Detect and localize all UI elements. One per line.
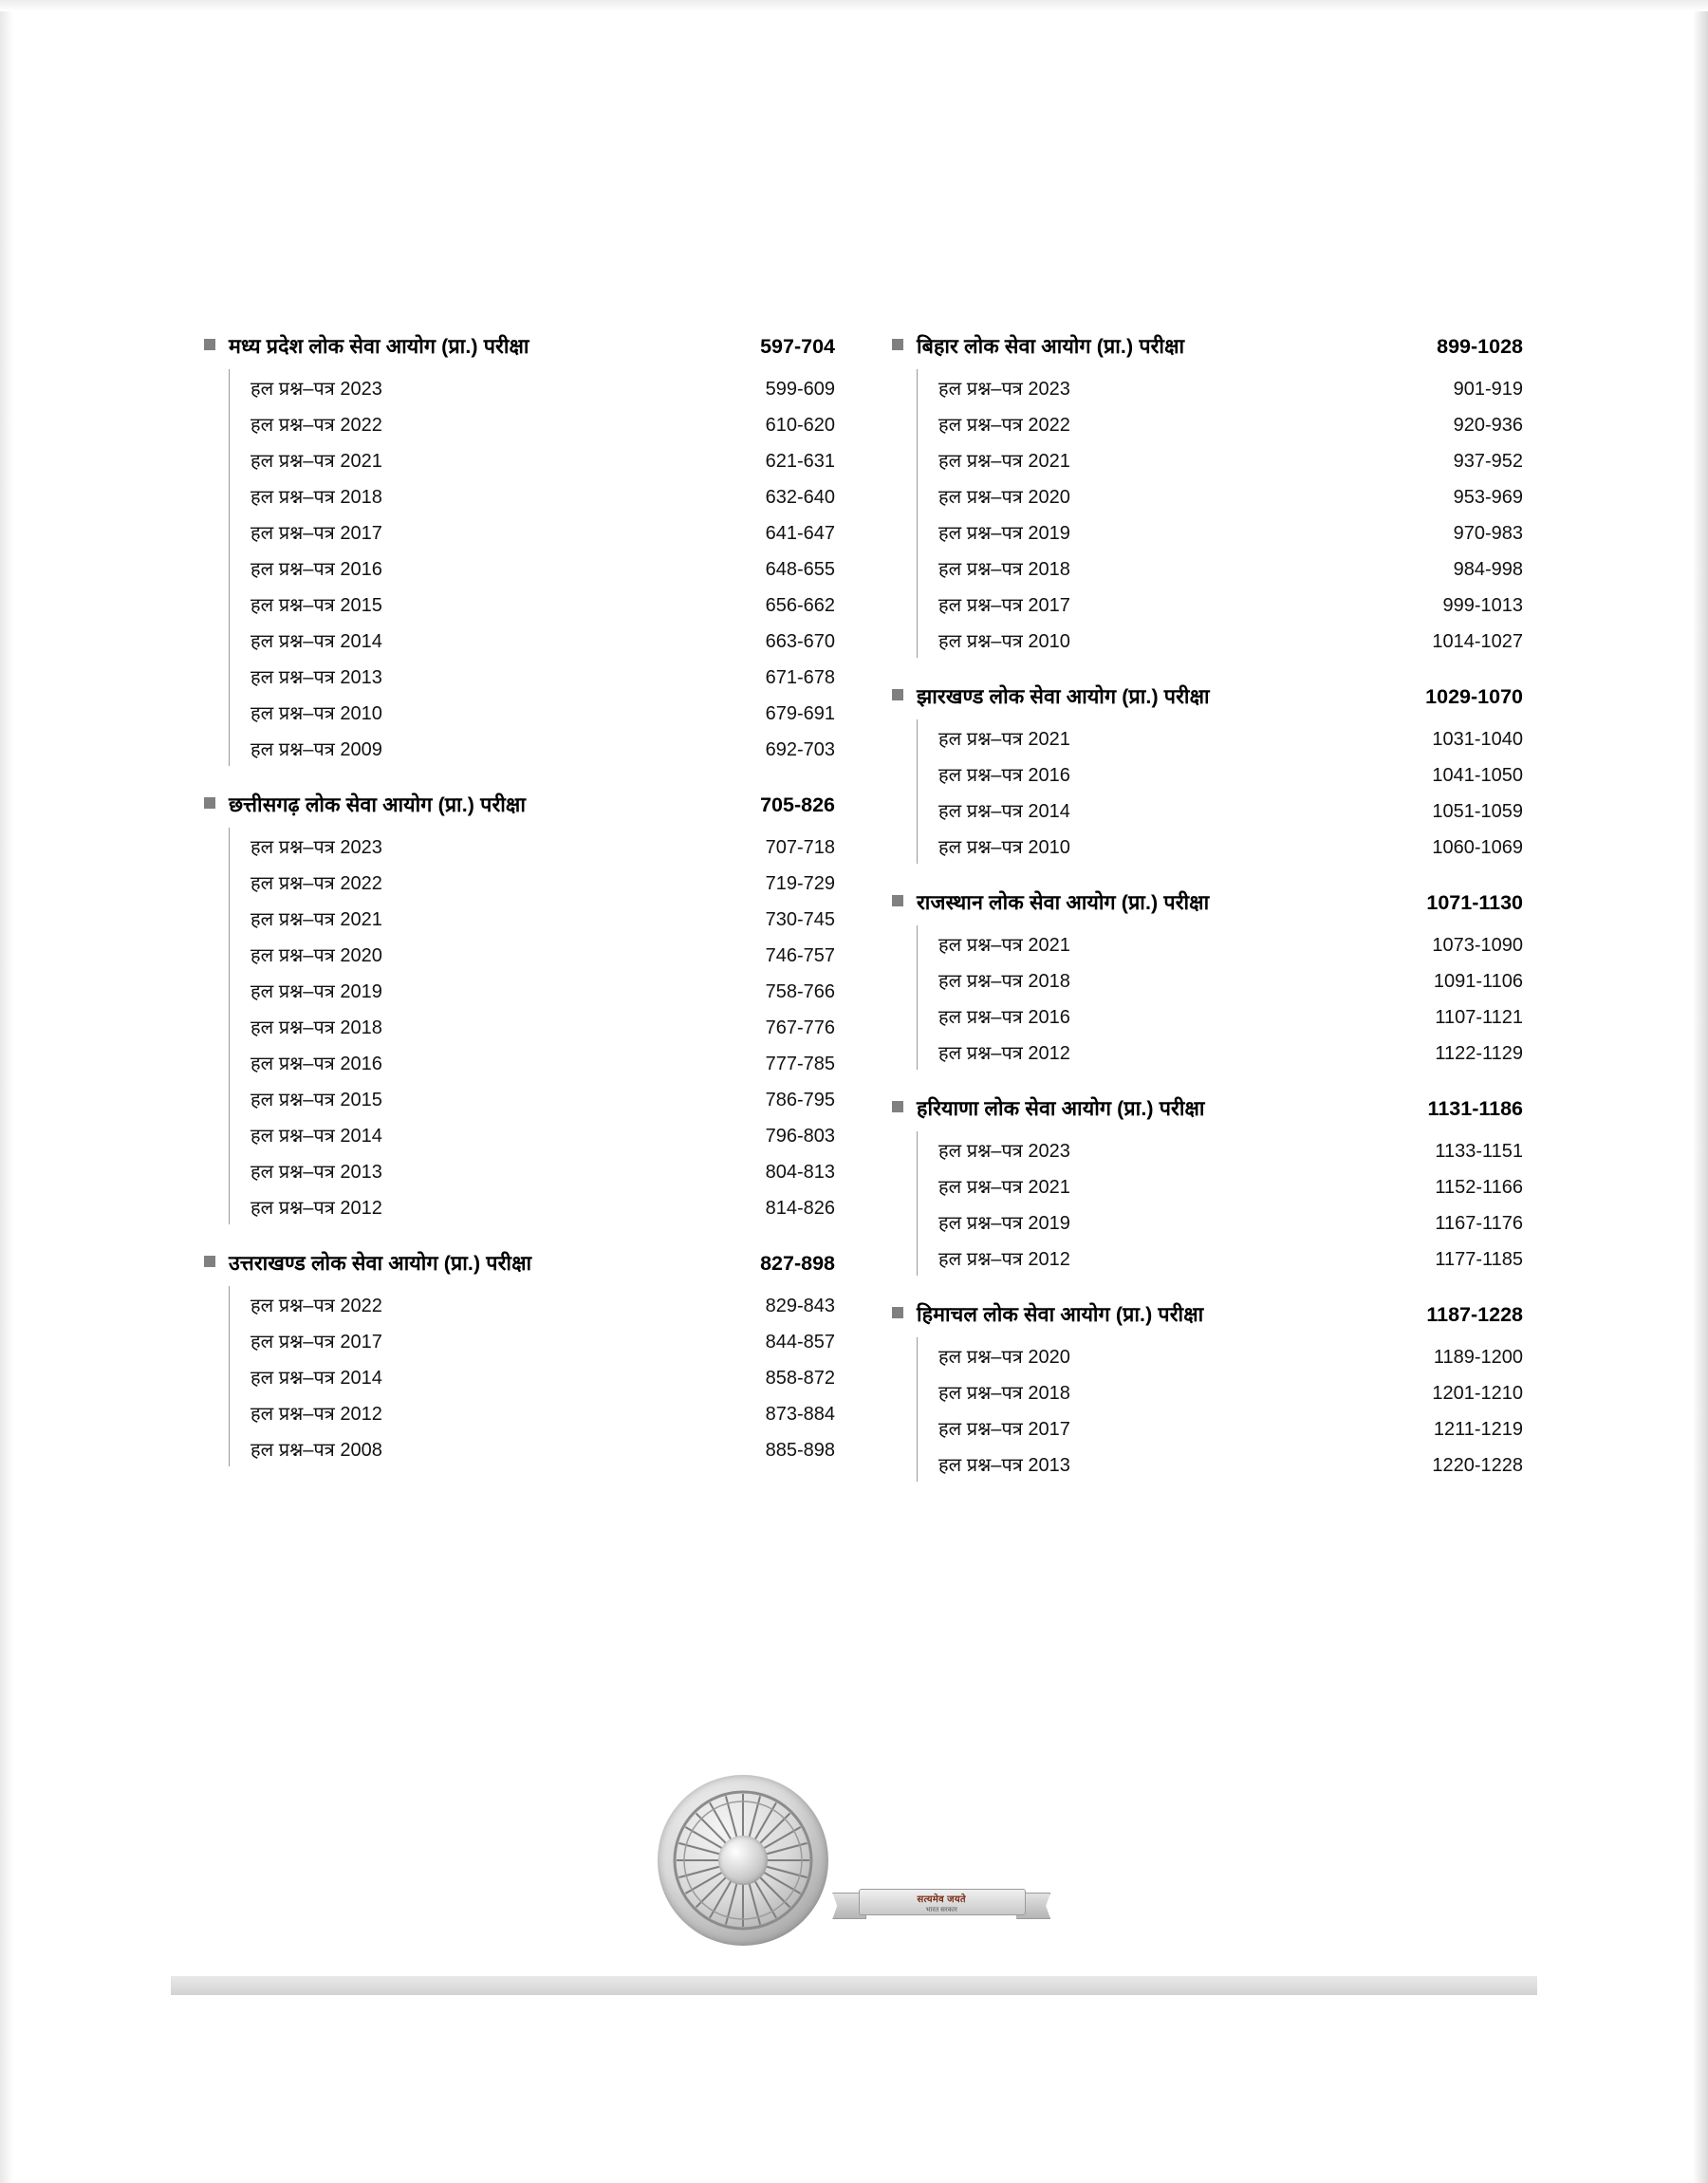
contents-row[interactable] <box>230 900 835 936</box>
contents-row[interactable] <box>230 1286 835 1322</box>
square-bullet-icon <box>204 339 215 350</box>
row-label: हल प्रश्न–पत्र 2016 <box>251 558 382 580</box>
contents-section <box>204 1249 835 1466</box>
row-label: हल प्रश्न–पत्र 2017 <box>938 1418 1070 1440</box>
contents-row[interactable] <box>918 925 1523 961</box>
section-rows <box>917 925 1523 1070</box>
row-page-range: 671-678 <box>765 666 835 688</box>
contents-listing <box>204 332 1523 1485</box>
row-label: हल प्रश्न–पत्र 2014 <box>251 630 382 652</box>
contents-row[interactable] <box>230 658 835 694</box>
contents-row[interactable] <box>918 1131 1523 1167</box>
contents-section <box>892 332 1523 658</box>
row-label: हल प्रश्न–पत्र 2010 <box>938 836 1070 858</box>
row-page-range: 1177-1185 <box>1435 1248 1523 1270</box>
section-title: उत्तराखण्ड लोक सेवा आयोग (प्रा.) परीक्षा <box>229 1252 532 1275</box>
right-column <box>892 332 1523 1485</box>
section-rows <box>917 1131 1523 1276</box>
row-page-range: 1189-1200 <box>1433 1346 1523 1368</box>
row-label: हल प्रश्न–पत्र 2010 <box>938 630 1070 652</box>
section-rows <box>229 1286 835 1466</box>
row-label: हल प्रश्न–पत्र 2013 <box>251 666 382 688</box>
section-title: हिमाचल लोक सेवा आयोग (प्रा.) परीक्षा <box>917 1303 1204 1326</box>
row-label: हल प्रश्न–पत्र 2017 <box>251 1331 382 1353</box>
row-page-range: 786-795 <box>765 1089 835 1110</box>
row-label: हल प्रश्न–पत्र 2023 <box>938 1140 1070 1162</box>
contents-section <box>892 682 1523 864</box>
contents-row[interactable] <box>230 1044 835 1080</box>
row-page-range: 1211-1219 <box>1433 1418 1523 1440</box>
row-label: हल प्रश्न–पत्र 2023 <box>251 836 382 858</box>
row-label: हल प्रश्न–पत्र 2020 <box>938 1346 1070 1368</box>
emblem-area <box>0 1775 1708 1950</box>
contents-row[interactable] <box>230 828 835 864</box>
row-page-range: 692-703 <box>765 738 835 760</box>
square-bullet-icon <box>892 895 903 906</box>
row-page-range: 970-983 <box>1453 522 1523 544</box>
row-label: हल प्रश्न–पत्र 2022 <box>251 1295 382 1316</box>
contents-row[interactable] <box>230 1152 835 1188</box>
row-label: हल प्रश्न–पत्र 2018 <box>938 558 1070 580</box>
square-bullet-icon <box>892 689 903 700</box>
row-label: हल प्रश्न–पत्र 2019 <box>938 522 1070 544</box>
contents-row[interactable] <box>918 441 1523 477</box>
left-column <box>204 332 835 1485</box>
contents-row[interactable] <box>230 694 835 730</box>
row-page-range: 796-803 <box>765 1125 835 1147</box>
row-page-range: 1201-1210 <box>1432 1382 1523 1404</box>
contents-row[interactable] <box>918 477 1523 513</box>
row-label: हल प्रश्न–पत्र 2012 <box>938 1248 1070 1270</box>
row-page-range: 984-998 <box>1453 558 1523 580</box>
row-label: हल प्रश्न–पत्र 2021 <box>938 934 1070 956</box>
chakra-hub <box>718 1836 768 1885</box>
row-label: हल प्रश्न–पत्र 2021 <box>938 1176 1070 1198</box>
row-page-range: 1031-1040 <box>1432 728 1523 750</box>
contents-section <box>204 332 835 766</box>
row-page-range: 641-647 <box>765 522 835 544</box>
contents-row[interactable] <box>230 550 835 586</box>
contents-row[interactable] <box>230 972 835 1008</box>
contents-row[interactable] <box>230 1116 835 1152</box>
section-title: राजस्थान लोक सेवा आयोग (प्रा.) परीक्षा <box>917 891 1210 914</box>
section-page-range: 1029-1070 <box>1425 685 1523 708</box>
row-label: हल प्रश्न–पत्र 2018 <box>251 1017 382 1038</box>
section-rows <box>917 719 1523 864</box>
contents-row[interactable] <box>918 1409 1523 1446</box>
row-label: हल प्रश्न–पत्र 2019 <box>251 980 382 1002</box>
row-label: हल प्रश्न–पत्र 2013 <box>251 1161 382 1183</box>
contents-row[interactable] <box>230 864 835 900</box>
section-heading[interactable] <box>892 682 1523 710</box>
row-page-range: 901-919 <box>1453 378 1523 400</box>
section-page-range: 1187-1228 <box>1426 1303 1523 1326</box>
section-rows <box>917 1337 1523 1482</box>
section-heading[interactable] <box>204 332 835 360</box>
row-page-range: 1051-1059 <box>1432 800 1523 822</box>
row-label: हल प्रश्न–पत्र 2022 <box>251 872 382 894</box>
row-page-range: 679-691 <box>765 702 835 724</box>
contents-row[interactable] <box>230 1188 835 1224</box>
section-page-range: 827-898 <box>760 1252 835 1275</box>
row-label: हल प्रश्न–पत्र 2012 <box>938 1042 1070 1064</box>
square-bullet-icon <box>204 1256 215 1267</box>
contents-row[interactable] <box>230 936 835 972</box>
row-page-range: 804-813 <box>765 1161 835 1183</box>
row-page-range: 656-662 <box>765 594 835 616</box>
row-label: हल प्रश्न–पत्र 2008 <box>251 1439 382 1461</box>
row-page-range: 829-843 <box>765 1295 835 1316</box>
contents-section <box>204 791 835 1224</box>
row-label: हल प्रश्न–पत्र 2012 <box>251 1403 382 1425</box>
square-bullet-icon <box>892 1101 903 1112</box>
contents-row[interactable] <box>230 1322 835 1358</box>
row-label: हल प्रश्न–पत्र 2021 <box>938 450 1070 472</box>
contents-row[interactable] <box>918 586 1523 622</box>
row-label: हल प्रश्न–पत्र 2020 <box>938 486 1070 508</box>
contents-section <box>892 1300 1523 1482</box>
row-page-range: 1122-1129 <box>1435 1042 1523 1064</box>
row-page-range: 1220-1228 <box>1432 1454 1523 1476</box>
row-page-range: 1060-1069 <box>1432 836 1523 858</box>
contents-row[interactable] <box>230 1008 835 1044</box>
contents-section <box>892 888 1523 1070</box>
row-label: हल प्रश्न–पत्र 2021 <box>938 728 1070 750</box>
row-label: हल प्रश्न–पत्र 2018 <box>251 486 382 508</box>
contents-row[interactable] <box>918 756 1523 792</box>
row-label: हल प्रश्न–पत्र 2018 <box>938 970 1070 992</box>
row-page-range: 858-872 <box>765 1367 835 1389</box>
row-page-range: 814-826 <box>765 1197 835 1219</box>
contents-row[interactable] <box>918 1446 1523 1482</box>
contents-row[interactable] <box>918 550 1523 586</box>
square-bullet-icon <box>892 1307 903 1318</box>
contents-row[interactable] <box>230 1394 835 1430</box>
page-edge-top <box>0 0 1708 11</box>
row-page-range: 1073-1090 <box>1432 934 1523 956</box>
row-page-range: 719-729 <box>765 872 835 894</box>
row-label: हल प्रश्न–पत्र 2016 <box>938 1006 1070 1028</box>
row-label: हल प्रश्न–पत्र 2021 <box>251 908 382 930</box>
section-title: बिहार लोक सेवा आयोग (प्रा.) परीक्षा <box>917 335 1185 358</box>
row-page-range: 920-936 <box>1453 414 1523 436</box>
section-heading[interactable] <box>892 888 1523 916</box>
row-page-range: 648-655 <box>765 558 835 580</box>
contents-row[interactable] <box>918 513 1523 550</box>
row-page-range: 610-620 <box>765 414 835 436</box>
contents-row[interactable] <box>918 405 1523 441</box>
page-bottom-band <box>171 1976 1537 1995</box>
row-label: हल प्रश्न–पत्र 2009 <box>251 738 382 760</box>
row-page-range: 937-952 <box>1453 450 1523 472</box>
contents-section <box>892 1094 1523 1276</box>
contents-row[interactable] <box>918 1240 1523 1276</box>
contents-row[interactable] <box>230 622 835 658</box>
row-label: हल प्रश्न–पत्र 2020 <box>251 944 382 966</box>
row-label: हल प्रश्न–पत्र 2019 <box>938 1212 1070 1234</box>
section-page-range: 899-1028 <box>1437 335 1523 358</box>
row-page-range: 758-766 <box>765 980 835 1002</box>
ribbon-subtext: भारत सरकार <box>925 1907 957 1913</box>
section-rows <box>229 828 835 1224</box>
section-page-range: 705-826 <box>760 793 835 816</box>
row-page-range: 1041-1050 <box>1432 764 1523 786</box>
section-title: झारखण्ड लोक सेवा आयोग (प्रा.) परीक्षा <box>917 685 1210 708</box>
contents-row[interactable] <box>918 1373 1523 1409</box>
row-label: हल प्रश्न–पत्र 2021 <box>251 450 382 472</box>
contents-row[interactable] <box>230 1358 835 1394</box>
row-label: हल प्रश्न–पत्र 2017 <box>938 594 1070 616</box>
row-page-range: 1091-1106 <box>1433 970 1523 992</box>
row-page-range: 844-857 <box>765 1331 835 1353</box>
contents-row[interactable] <box>918 369 1523 405</box>
row-page-range: 953-969 <box>1453 486 1523 508</box>
row-page-range: 777-785 <box>765 1053 835 1074</box>
section-heading[interactable] <box>204 1249 835 1277</box>
section-title: छत्तीसगढ़ लोक सेवा आयोग (प्रा.) परीक्षा <box>229 793 526 816</box>
row-page-range: 1167-1176 <box>1435 1212 1523 1234</box>
contents-row[interactable] <box>918 1167 1523 1203</box>
contents-row[interactable] <box>230 1080 835 1116</box>
section-page-range: 1071-1130 <box>1426 891 1523 914</box>
section-page-range: 1131-1186 <box>1427 1097 1523 1120</box>
contents-columns <box>204 332 1523 1485</box>
contents-row[interactable] <box>918 719 1523 756</box>
square-bullet-icon <box>892 339 903 350</box>
row-page-range: 1014-1027 <box>1432 630 1523 652</box>
emblem-ribbon <box>832 1881 1050 1921</box>
section-rows <box>229 369 835 766</box>
contents-row[interactable] <box>230 441 835 477</box>
section-title: मध्य प्रदेश लोक सेवा आयोग (प्रा.) परीक्षा <box>229 335 529 358</box>
row-page-range: 1107-1121 <box>1435 1006 1523 1028</box>
row-page-range: 767-776 <box>765 1017 835 1038</box>
section-heading[interactable] <box>892 332 1523 360</box>
contents-row[interactable] <box>918 961 1523 998</box>
contents-row[interactable] <box>918 792 1523 828</box>
row-page-range: 621-631 <box>765 450 835 472</box>
contents-row[interactable] <box>918 1203 1523 1240</box>
contents-row[interactable] <box>230 513 835 550</box>
contents-row[interactable] <box>230 1430 835 1466</box>
section-heading[interactable] <box>204 791 835 818</box>
row-label: हल प्रश्न–पत्र 2012 <box>251 1197 382 1219</box>
row-label: हल प्रश्न–पत्र 2023 <box>938 378 1070 400</box>
row-page-range: 885-898 <box>765 1439 835 1461</box>
row-label: हल प्रश्न–पत्र 2023 <box>251 378 382 400</box>
row-page-range: 873-884 <box>765 1403 835 1425</box>
ribbon-motto: सत्यमेव जयते <box>917 1894 966 1905</box>
ashoka-chakra-icon <box>658 1775 828 1946</box>
row-label: हल प्रश्न–पत्र 2015 <box>251 1089 382 1110</box>
section-rows <box>917 369 1523 658</box>
row-page-range: 730-745 <box>765 908 835 930</box>
row-page-range: 663-670 <box>765 630 835 652</box>
contents-row[interactable] <box>918 1337 1523 1373</box>
row-label: हल प्रश्न–पत्र 2014 <box>938 800 1070 822</box>
row-page-range: 707-718 <box>765 836 835 858</box>
section-heading[interactable] <box>892 1094 1523 1122</box>
row-label: हल प्रश्न–पत्र 2018 <box>938 1382 1070 1404</box>
square-bullet-icon <box>204 797 215 809</box>
row-page-range: 746-757 <box>765 944 835 966</box>
contents-row[interactable] <box>230 405 835 441</box>
row-label: हल प्रश्न–पत्र 2017 <box>251 522 382 544</box>
row-page-range: 1133-1151 <box>1435 1140 1523 1162</box>
contents-row[interactable] <box>230 369 835 405</box>
row-page-range: 1152-1166 <box>1435 1176 1523 1198</box>
contents-row[interactable] <box>918 828 1523 864</box>
row-page-range: 599-609 <box>765 378 835 400</box>
row-label: हल प्रश्न–पत्र 2015 <box>251 594 382 616</box>
contents-row[interactable] <box>230 586 835 622</box>
row-page-range: 999-1013 <box>1442 594 1523 616</box>
row-label: हल प्रश्न–पत्र 2010 <box>251 702 382 724</box>
row-label: हल प्रश्न–पत्र 2013 <box>938 1454 1070 1476</box>
contents-row[interactable] <box>230 730 835 766</box>
section-heading[interactable] <box>892 1300 1523 1328</box>
contents-row[interactable] <box>918 622 1523 658</box>
row-label: हल प्रश्न–पत्र 2014 <box>251 1125 382 1147</box>
row-label: हल प्रश्न–पत्र 2022 <box>251 414 382 436</box>
section-title: हरियाणा लोक सेवा आयोग (प्रा.) परीक्षा <box>917 1097 1205 1120</box>
row-label: हल प्रश्न–पत्र 2014 <box>251 1367 382 1389</box>
section-page-range: 597-704 <box>760 335 835 358</box>
row-label: हल प्रश्न–पत्र 2016 <box>938 764 1070 786</box>
contents-row[interactable] <box>230 477 835 513</box>
contents-row[interactable] <box>918 998 1523 1034</box>
row-label: हल प्रश्न–पत्र 2022 <box>938 414 1070 436</box>
row-page-range: 632-640 <box>765 486 835 508</box>
row-label: हल प्रश्न–पत्र 2016 <box>251 1053 382 1074</box>
contents-row[interactable] <box>918 1034 1523 1070</box>
